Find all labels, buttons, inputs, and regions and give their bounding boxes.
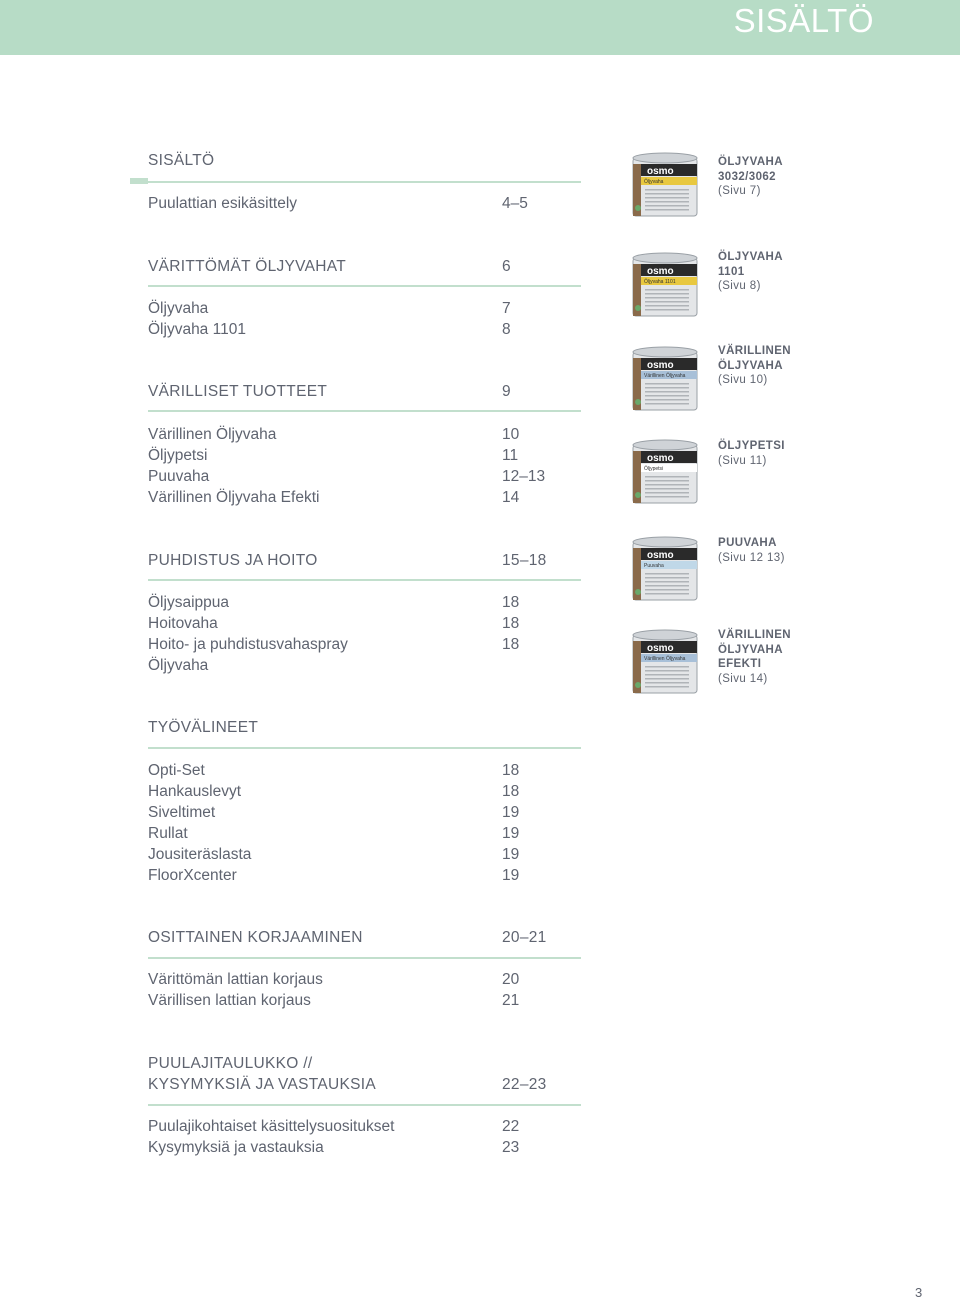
toc-entry-title: Öljyvaha 1101 [148, 321, 246, 338]
can-text-line [645, 189, 689, 191]
can-text-line [645, 395, 689, 397]
toc-entry-title: Hoitovaha [148, 615, 218, 632]
product-page: (Sivu 12 13) [718, 551, 785, 564]
can-text-line [645, 399, 689, 401]
can-text-line [645, 293, 689, 295]
toc-section-title: OSITTAINEN KORJAAMINEN [148, 929, 363, 946]
toc-section-title: TYÖVÄLINEET [148, 719, 259, 736]
toc-section-title: KYSYMYKSIÄ JA VASTAUKSIA [148, 1076, 377, 1093]
toc-entry-title: Kysymyksiä ja vastauksia [148, 1139, 324, 1156]
can-text-line [645, 193, 689, 195]
can-text-line [645, 289, 689, 291]
toc-entry [148, 1137, 588, 1158]
toc-entry [148, 466, 588, 487]
brand-logo: osmo [647, 166, 674, 177]
can-text-line [645, 480, 689, 482]
product-name: ÖLJYVAHA 3032/3062 [718, 156, 783, 183]
toc-heading-label: SISÄLTÖ [148, 152, 215, 169]
can-text-line [645, 197, 689, 199]
toc-entry-page: 4–5 [502, 195, 528, 212]
can-text-line [645, 678, 689, 680]
toc-entry [148, 319, 588, 340]
product-page: (Sivu 10) [718, 374, 768, 386]
toc-entry-title: Värillinen Öljyvaha [148, 426, 277, 443]
product-page: (Sivu 7) [718, 185, 761, 197]
toc-heading-accent [130, 178, 148, 184]
toc-section-heading [148, 1074, 588, 1095]
product-page: (Sivu 11) [718, 454, 767, 467]
toc-entry [148, 193, 588, 214]
toc-section-heading [148, 717, 588, 738]
toc-entry [148, 655, 588, 676]
product-name: ÖLJYPETSI [718, 440, 785, 452]
paint-can-icon [630, 250, 700, 320]
paint-can-icon [630, 437, 700, 507]
can-text-line [645, 201, 689, 203]
toc-section-heading [148, 256, 588, 277]
toc-divider [148, 181, 581, 183]
product-page: (Sivu 14) [718, 672, 768, 685]
toc-entry-title: Öljypetsi [148, 447, 208, 464]
can-text-line [645, 686, 689, 688]
toc-entry [148, 298, 588, 319]
toc-entry [148, 802, 588, 823]
toc-entry-title: Värittömän lattian korjaus [148, 971, 323, 988]
product-can-image [630, 437, 700, 507]
paint-can-icon [630, 150, 700, 220]
can-lid [633, 537, 697, 547]
product-label: Öljypetsi [644, 466, 664, 472]
can-text-line [645, 476, 689, 478]
can-text-line [645, 577, 689, 579]
can-lid [633, 440, 697, 450]
can-text-line [645, 496, 689, 498]
can-lid [633, 253, 697, 263]
can-text-line [645, 403, 689, 405]
product-name: VÄRILLINEN ÖLJYVAHA [718, 345, 791, 372]
toc-entry [148, 592, 588, 613]
product-name: VÄRILLINEN ÖLJYVAHA EFEKTI [718, 629, 791, 670]
toc-section-page: 15–18 [502, 552, 547, 569]
brand-logo: osmo [647, 360, 674, 371]
toc-entry-title: Öljyvaha [148, 657, 209, 674]
can-text-line [645, 301, 689, 303]
product-label: Öljyvaha [644, 179, 664, 185]
product-caption [718, 536, 785, 565]
toc-divider [148, 579, 581, 581]
product-caption [718, 439, 785, 468]
can-text-line [645, 589, 689, 591]
can-text-line [645, 666, 689, 668]
toc-section-heading [148, 1053, 588, 1074]
paint-can-icon [630, 627, 700, 697]
can-lid [633, 347, 697, 357]
can-text-line [645, 585, 689, 587]
toc-section-page: 6 [502, 258, 511, 275]
toc-entry [148, 487, 588, 508]
toc-section-heading [148, 927, 588, 948]
toc-entry-page: 19 [502, 804, 520, 821]
product-label: Värillinen Öljyvaha [644, 656, 686, 662]
brand-logo: osmo [647, 266, 674, 277]
product-caption [718, 344, 791, 388]
toc-entry-title: Opti-Set [148, 762, 205, 779]
toc-entry [148, 990, 588, 1011]
can-text-line [645, 581, 689, 583]
toc-entry-page: 10 [502, 426, 520, 443]
toc-heading [148, 150, 588, 171]
toc-entry [148, 781, 588, 802]
toc-section-heading [148, 381, 588, 402]
product-label: Öljyvaha 1101 [644, 279, 676, 285]
brand-logo: osmo [647, 643, 674, 654]
brand-logo: osmo [647, 453, 674, 464]
toc-entry-page: 19 [502, 825, 520, 842]
can-text-line [645, 305, 689, 307]
toc-section-title: VÄRITTÖMÄT ÖLJYVAHAT [148, 258, 347, 275]
can-text-line [645, 309, 689, 311]
can-text-line [645, 391, 689, 393]
toc-divider [148, 285, 581, 287]
can-text-line [645, 484, 689, 486]
can-text-line [645, 205, 689, 207]
toc-entry-page: 18 [502, 762, 520, 779]
toc-entry [148, 760, 588, 781]
toc-divider [148, 1104, 581, 1106]
toc-entry [148, 844, 588, 865]
toc-entry-page: 19 [502, 867, 520, 884]
can-badge [635, 682, 641, 688]
can-text-line [645, 387, 689, 389]
can-text-line [645, 383, 689, 385]
product-can-image [630, 250, 700, 320]
toc-entry-title: Rullat [148, 825, 188, 842]
product-can-image [630, 627, 700, 697]
toc-section-page: 9 [502, 383, 511, 400]
toc-entry [148, 424, 588, 445]
can-badge [635, 589, 641, 595]
toc-entry-page: 21 [502, 992, 520, 1009]
can-text-line [645, 488, 689, 490]
paint-can-icon [630, 344, 700, 414]
toc-section-page: 22–23 [502, 1076, 547, 1093]
toc-entry-title: Siveltimet [148, 804, 216, 821]
toc-entry-page: 19 [502, 846, 520, 863]
toc-divider [148, 957, 581, 959]
product-label: Puuvaha [644, 563, 664, 569]
toc-entry [148, 823, 588, 844]
toc-entry-page: 22 [502, 1118, 520, 1135]
product-name: PUUVAHA [718, 537, 777, 549]
can-text-line [645, 674, 689, 676]
toc-entry-page: 11 [502, 447, 519, 464]
paint-can-icon [630, 534, 700, 604]
can-text-line [645, 209, 689, 211]
toc-section-title: PUHDISTUS JA HOITO [148, 552, 318, 569]
toc-entry-title: Öljyvaha [148, 300, 209, 317]
product-caption [718, 155, 783, 199]
toc-entry [148, 613, 588, 634]
toc-entry [148, 634, 588, 655]
toc-entry [148, 969, 588, 990]
toc-entry-title: Värillisen lattian korjaus [148, 992, 311, 1009]
can-text-line [645, 297, 689, 299]
can-text-line [645, 492, 689, 494]
toc-entry-title: Värillinen Öljyvaha Efekti [148, 489, 320, 506]
can-badge [635, 205, 641, 211]
toc-entry [148, 445, 588, 466]
product-can-image [630, 344, 700, 414]
product-caption [718, 628, 791, 686]
toc-entry-page: 8 [502, 321, 511, 338]
toc-entry-title: FloorXcenter [148, 867, 237, 884]
toc-entry-title: Öljysaippua [148, 594, 229, 611]
toc-entry [148, 1116, 588, 1137]
toc-entry-title: Puuvaha [148, 468, 210, 485]
toc-entry-title: Hoito- ja puhdistusvahaspray [148, 636, 348, 653]
can-badge [635, 305, 641, 311]
product-can-image [630, 150, 700, 220]
page-number: 3 [915, 1285, 923, 1300]
brand-logo: osmo [647, 550, 674, 561]
toc-section-title: PUULAJITAULUKKO // [148, 1055, 313, 1072]
toc-entry-title: Puulattian esikäsittely [148, 195, 298, 212]
toc-section-page: 20–21 [502, 929, 547, 946]
can-text-line [645, 593, 689, 595]
toc-divider [148, 747, 581, 749]
can-badge [635, 399, 641, 405]
can-lid [633, 630, 697, 640]
product-caption [718, 250, 783, 294]
toc-entry-page: 18 [502, 615, 520, 632]
toc-section-title: VÄRILLISET TUOTTEET [148, 383, 328, 400]
can-badge [635, 492, 641, 498]
product-label: Värillinen Öljyvaha [644, 373, 686, 379]
toc-entry-title: Jousiteräslasta [148, 846, 252, 863]
product-can-image [630, 534, 700, 604]
toc-entry [148, 865, 588, 886]
toc-entry-page: 18 [502, 783, 520, 800]
toc-entry-page: 23 [502, 1139, 520, 1156]
toc-section-heading [148, 550, 588, 571]
can-text-line [645, 573, 689, 575]
can-text-line [645, 670, 689, 672]
toc-entry-page: 20 [502, 971, 520, 988]
toc-entry-page: 7 [502, 300, 511, 317]
product-page: (Sivu 8) [718, 280, 761, 292]
can-text-line [645, 682, 689, 684]
toc-entry-page: 12–13 [502, 468, 546, 485]
toc-entry-title: Hankauslevyt [148, 783, 242, 800]
toc-entry-page: 18 [502, 594, 520, 611]
toc-divider [148, 410, 581, 412]
toc-entry-page: 14 [502, 489, 520, 506]
product-name: ÖLJYVAHA 1101 [718, 251, 783, 278]
page-title: SISÄLTÖ [733, 2, 874, 39]
can-lid [633, 153, 697, 163]
toc-entry-page: 18 [502, 636, 520, 653]
toc-entry-title: Puulajikohtaiset käsittelysuositukset [148, 1118, 395, 1135]
